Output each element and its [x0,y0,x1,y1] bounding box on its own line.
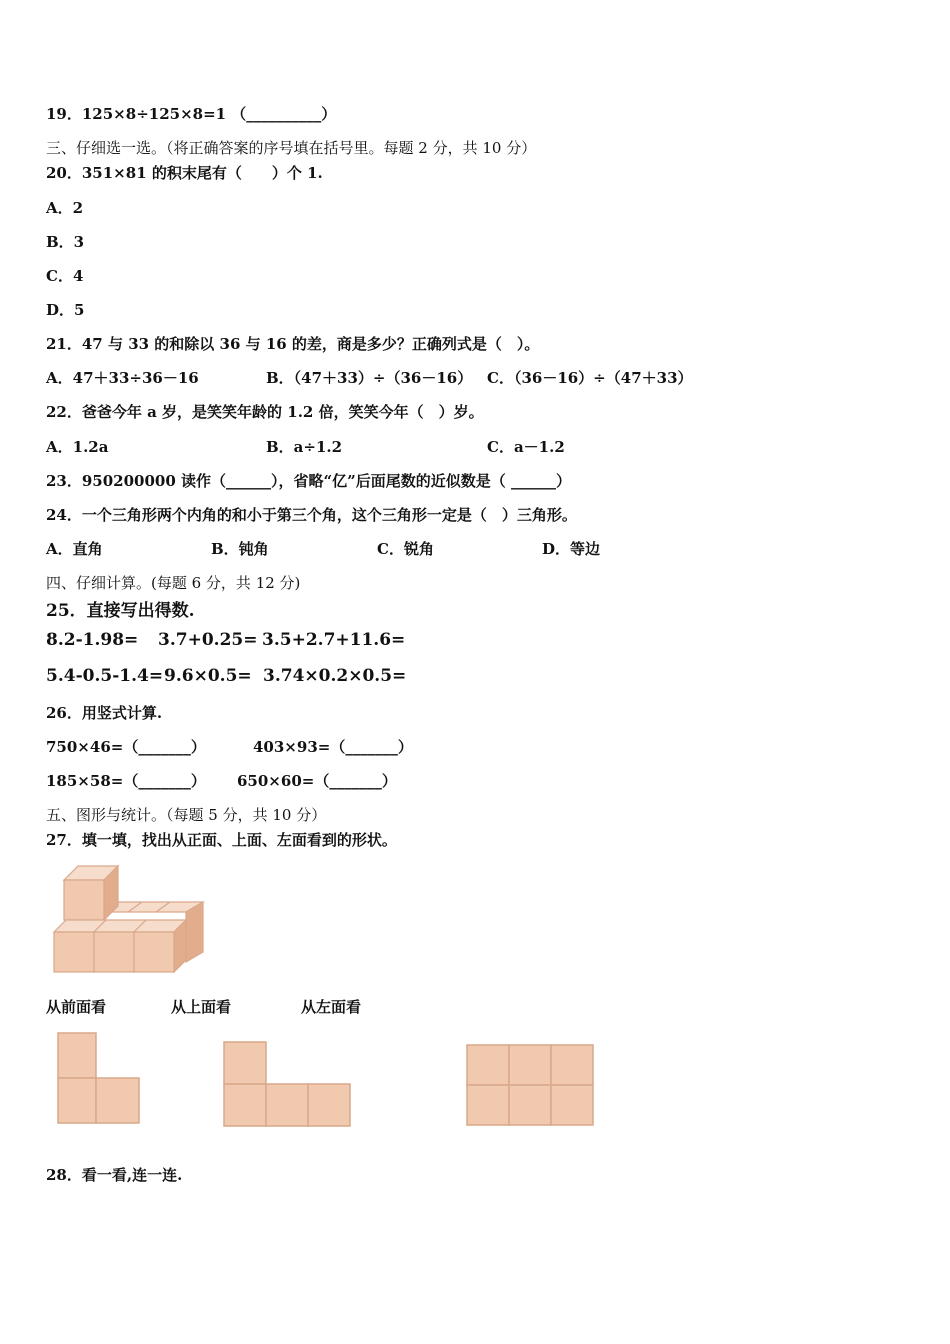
q24-option-a: A．直角 [46,540,103,558]
question-23: 23．950200000 读作（______），省略“亿”后面尾数的近似数是（ ______） [46,472,572,490]
view-shape-1 [56,1031,146,1126]
q24-option-d: D．等边 [542,540,601,558]
q21-option-c: C．（36－16）÷（47＋33） [487,369,693,387]
q26-expression: 650×60=（_______） [237,772,397,790]
question-25: 25．直接写出得数. [46,601,195,621]
left-view-label: 从左面看 [301,998,362,1016]
q24-option-c: C．锐角 [377,540,434,558]
q20-option-d: D．5 [46,301,85,319]
section-5-title: 五、图形与统计。（每题 5 分，共 10 分） [46,806,327,824]
cube-stack-figure [46,860,206,975]
q25-expression: 3.7+0.25= [158,630,258,650]
question-21: 21．47 与 33 的和除以 36 与 16 的差，商是多少？正确列式是（ ）。 [46,335,540,353]
q22-option-a: A．1.2a [46,438,109,456]
question-19: 19．125×8÷125×8=1 （__________） [46,105,337,123]
top-view-label: 从上面看 [171,998,232,1016]
question-22: 22．爸爸今年 a 岁，是笑笑年龄的 1.2 倍，笑笑今年（ ）岁。 [46,403,484,421]
view-shape-3 [465,1043,597,1129]
q22-option-b: B．a÷1.2 [266,438,343,456]
q26-expression: 185×58=（_______） [46,772,206,790]
question-24: 24．一个三角形两个内角的和小于第三个角，这个三角形一定是（ ）三角形。 [46,506,577,524]
section-3-title: 三、仔细选一选。（将正确答案的序号填在括号里。每题 2 分，共 10 分） [46,139,537,157]
q22-option-c: C．a－1.2 [487,438,565,456]
q20-option-b: B．3 [46,233,85,251]
q26-expression: 750×46=（_______） [46,738,206,756]
q26-expression: 403×93=（_______） [253,738,413,756]
section-4-title: 四、仔细计算。(每题 6 分，共 12 分) [46,574,301,592]
q25-expression: 3.74×0.2×0.5= [263,666,407,686]
q21-option-a: A．47＋33÷36－16 [46,369,199,387]
question-20: 20．351×81 的积末尾有（ ）个 1. [46,164,323,182]
q25-expression: 3.5+2.7+11.6= [262,630,406,650]
q25-expression: 9.6×0.5= [164,666,252,686]
q20-option-a: A．2 [46,199,84,217]
q21-option-b: B．（47＋33）÷（36－16） [266,369,473,387]
q25-expression: 5.4-0.5-1.4= [46,666,164,686]
question-26: 26．用竖式计算. [46,704,163,722]
q20-option-c: C．4 [46,267,84,285]
view-shape-2 [222,1040,354,1130]
q24-option-b: B．钝角 [211,540,269,558]
q25-expression: 8.2-1.98= [46,630,139,650]
front-view-label: 从前面看 [46,998,107,1016]
question-27: 27．填一填，找出从正面、上面、左面看到的形状。 [46,831,397,849]
question-28: 28．看一看,连一连. [46,1166,183,1184]
